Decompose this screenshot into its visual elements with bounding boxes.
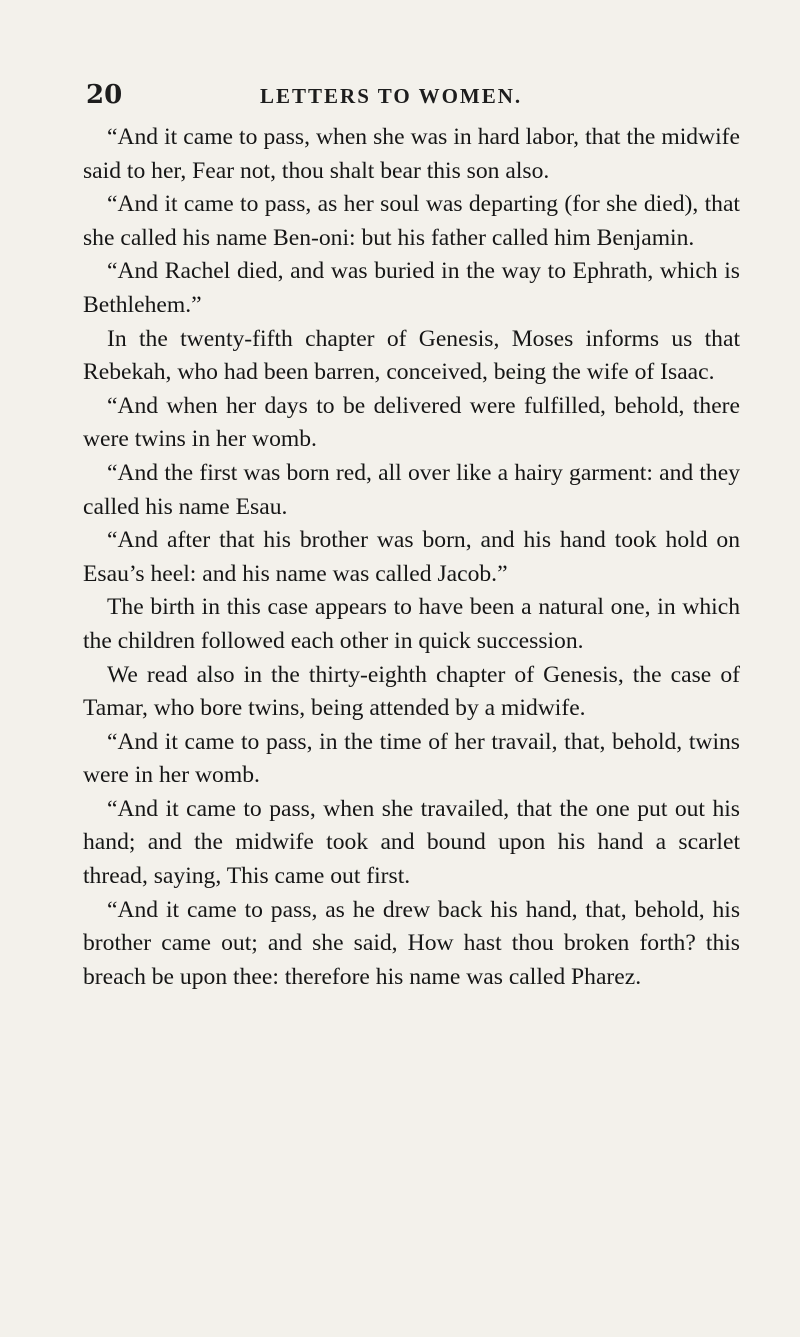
paragraph-1: “And it came to pass, when she was in hard labor, that the midwife said to her, Fear not, thou shalt bear this son also. — [83, 124, 740, 184]
paragraph-6: “And the first was born red, all over like a hairy garment: and they called his name Esau. — [83, 459, 740, 520]
paragraph-11: “And it came to pass, when she travailed, that the one put out his hand; and the midwife took and bound upon his hand a scarlet thread, saying, This came out first. — [83, 795, 740, 890]
page-header — [86, 80, 736, 110]
paragraph-8: The birth in this case appears to have been a natural one, in which the children followed each other in quick succession. — [83, 594, 740, 654]
running-head: LETTERS TO WOMEN. — [260, 84, 523, 108]
body-text — [83, 121, 740, 994]
paragraph-9: We read also in the thirty-eighth chapter of Genesis, the case of Tamar, who bore twins, being attended by a midwife. — [83, 661, 740, 722]
paragraph-5: “And when her days to be delivered were fulfilled, behold, there were twins in her womb. — [83, 392, 740, 453]
paragraph-3: “And Rachel died, and was buried in the way to Ephrath, which is Bethlehem.” — [83, 258, 740, 318]
paragraph-2: “And it came to pass, as her soul was departing (for she died), that she called his name Ben-oni: but his father called him Benjamin. — [83, 191, 740, 251]
paragraph-7: “And after that his brother was born, and his hand took hold on Esau’s heel: and his name was called Jacob.” — [83, 527, 740, 587]
paragraph-4: In the twenty-fifth chapter of Genesis, Moses informs us that Rebekah, who had been barren, conceived, being the wife of Isaac. — [83, 325, 740, 386]
paragraph-10: “And it came to pass, in the time of her travail, that, behold, twins were in her womb. — [83, 728, 740, 789]
paragraph-12: “And it came to pass, as he drew back his hand, that, behold, his brother came out; and she said, How hast thou broken forth? this breach be upon thee: therefore his name was called Pharez. — [83, 896, 740, 990]
page-number: 20 — [86, 80, 123, 110]
